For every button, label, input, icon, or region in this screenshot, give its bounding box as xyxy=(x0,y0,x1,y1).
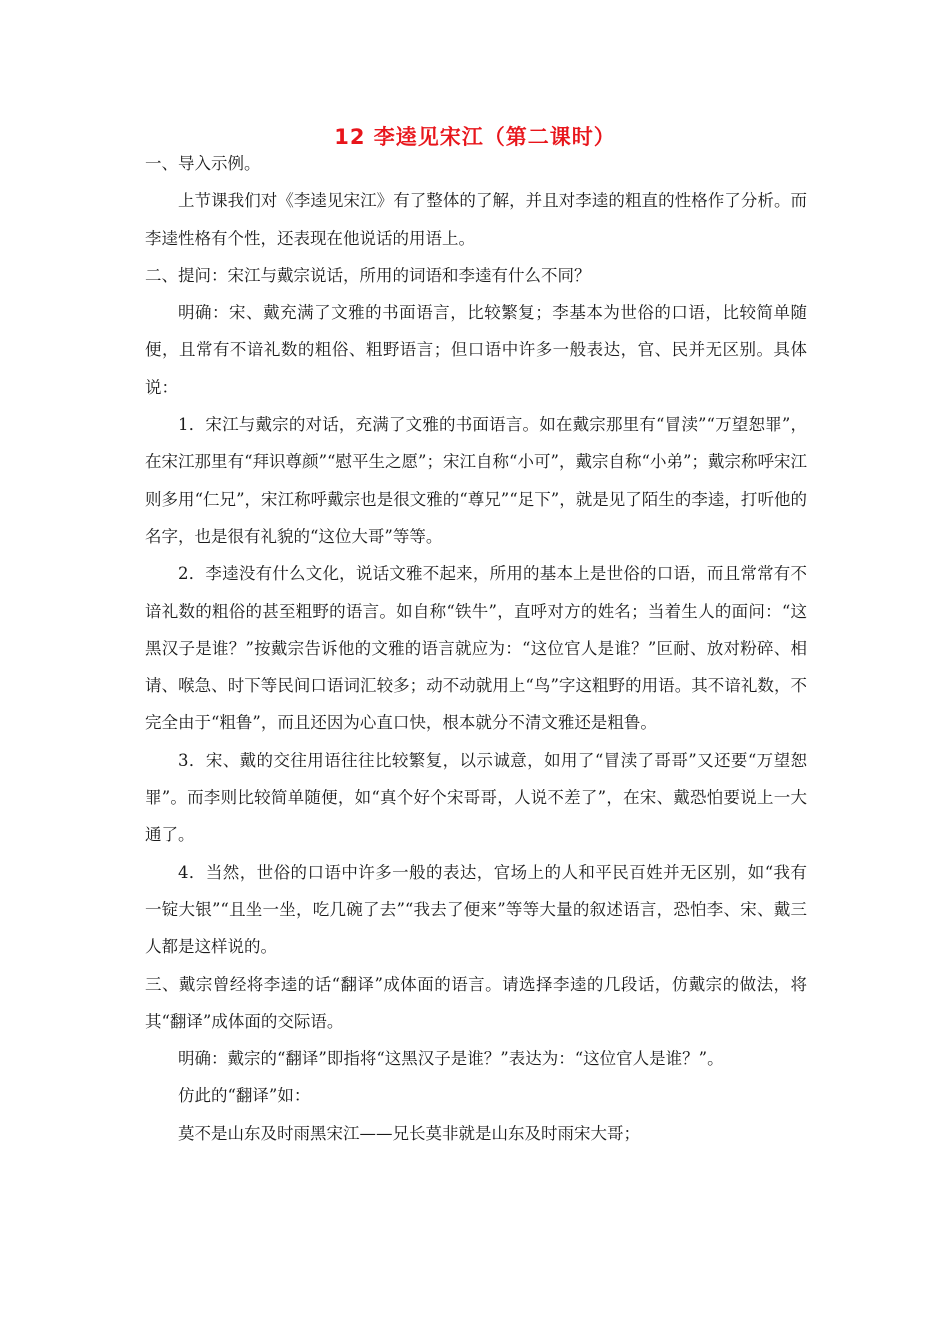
paragraph-clarify: 明确：戴宗的“翻译”即指将“这黑汉子是谁？”表达为：“这位官人是谁？”。 xyxy=(178,1049,724,1069)
section-heading-translate: 三、戴宗曾经将李逵的话“翻译”成体面的语言。请选择李逵的几段话，仿戴宗的做法，将其“翻译”成体面的交际语。 xyxy=(145,974,807,1031)
document-body xyxy=(145,145,807,1152)
document-title: 12 李逵见宋江（第二课时） xyxy=(334,125,616,149)
paragraph-point-2: 2．李逵没有什么文化，说话文雅不起来，所用的基本上是世俗的口语，而且常常有不谙礼数的粗俗的甚至粗野的语言。如自称“铁牛”，直呼对方的姓名；当着生人的面问：“这黑汉子是谁？”按戴宗告诉他的文雅的语言就应为：“这位官人是谁？”叵耐、放对粉碎、相请、喉急、时下等民间口语词汇较多；动不动就用上“鸟”字这粗野的用语。其不谙礼数，不完全由于“粗鲁”，而且还因为心直口快，根本就分不清文雅还是粗鲁。 xyxy=(145,564,807,733)
paragraph-answer: 明确：宋、戴充满了文雅的书面语言，比较繁复；李基本为世俗的口语，比较简单随便，且常有不谙礼数的粗俗、粗野语言；但口语中许多一般表达，官、民并无区别。具体说： xyxy=(145,303,807,397)
paragraph-point-1: 1．宋江与戴宗的对话，充满了文雅的书面语言。如在戴宗那里有“冒渎”“万望恕罪”，在宋江那里有“拜识尊颜”“慰平生之愿”；宋江自称“小可”，戴宗自称“小弟”；戴宗称呼宋江则多用“仁兄”，宋江称呼戴宗也是很文雅的“尊兄”“足下”，就是见了陌生的李逵，打听他的名字，也是很有礼貌的“这位大哥”等等。 xyxy=(145,415,807,546)
paragraph-intro: 上节课我们对《李逵见宋江》有了整体的了解，并且对李逵的粗直的性格作了分析。而李逵性格有个性，还表现在他说话的用语上。 xyxy=(145,191,807,248)
paragraph-point-3: 3．宋、戴的交往用语往往比较繁复，以示诚意，如用了“冒渎了哥哥”又还要“万望恕罪”。而李则比较简单随便，如“真个好个宋哥哥，人说不差了”，在宋、戴恐怕要说上一大通了。 xyxy=(145,750,807,845)
paragraph-example: 莫不是山东及时雨黑宋江——兄长莫非就是山东及时雨宋大哥； xyxy=(178,1123,640,1143)
section-heading-intro: 一、导入示例。 xyxy=(145,154,261,173)
paragraph-example-intro: 仿此的“翻译”如： xyxy=(178,1086,311,1106)
paragraph-point-4: 4．当然，世俗的口语中许多一般的表达，官场上的人和平民百姓并无区别，如“我有一锭大银”“且坐一坐，吃几碗了去”“我去了便来”等等大量的叙述语言，恐怕李、宋、戴三人都是这样说的。 xyxy=(145,862,807,957)
section-heading-question: 二、提问：宋江与戴宗说话，所用的词语和李逵有什么不同？ xyxy=(145,265,591,285)
